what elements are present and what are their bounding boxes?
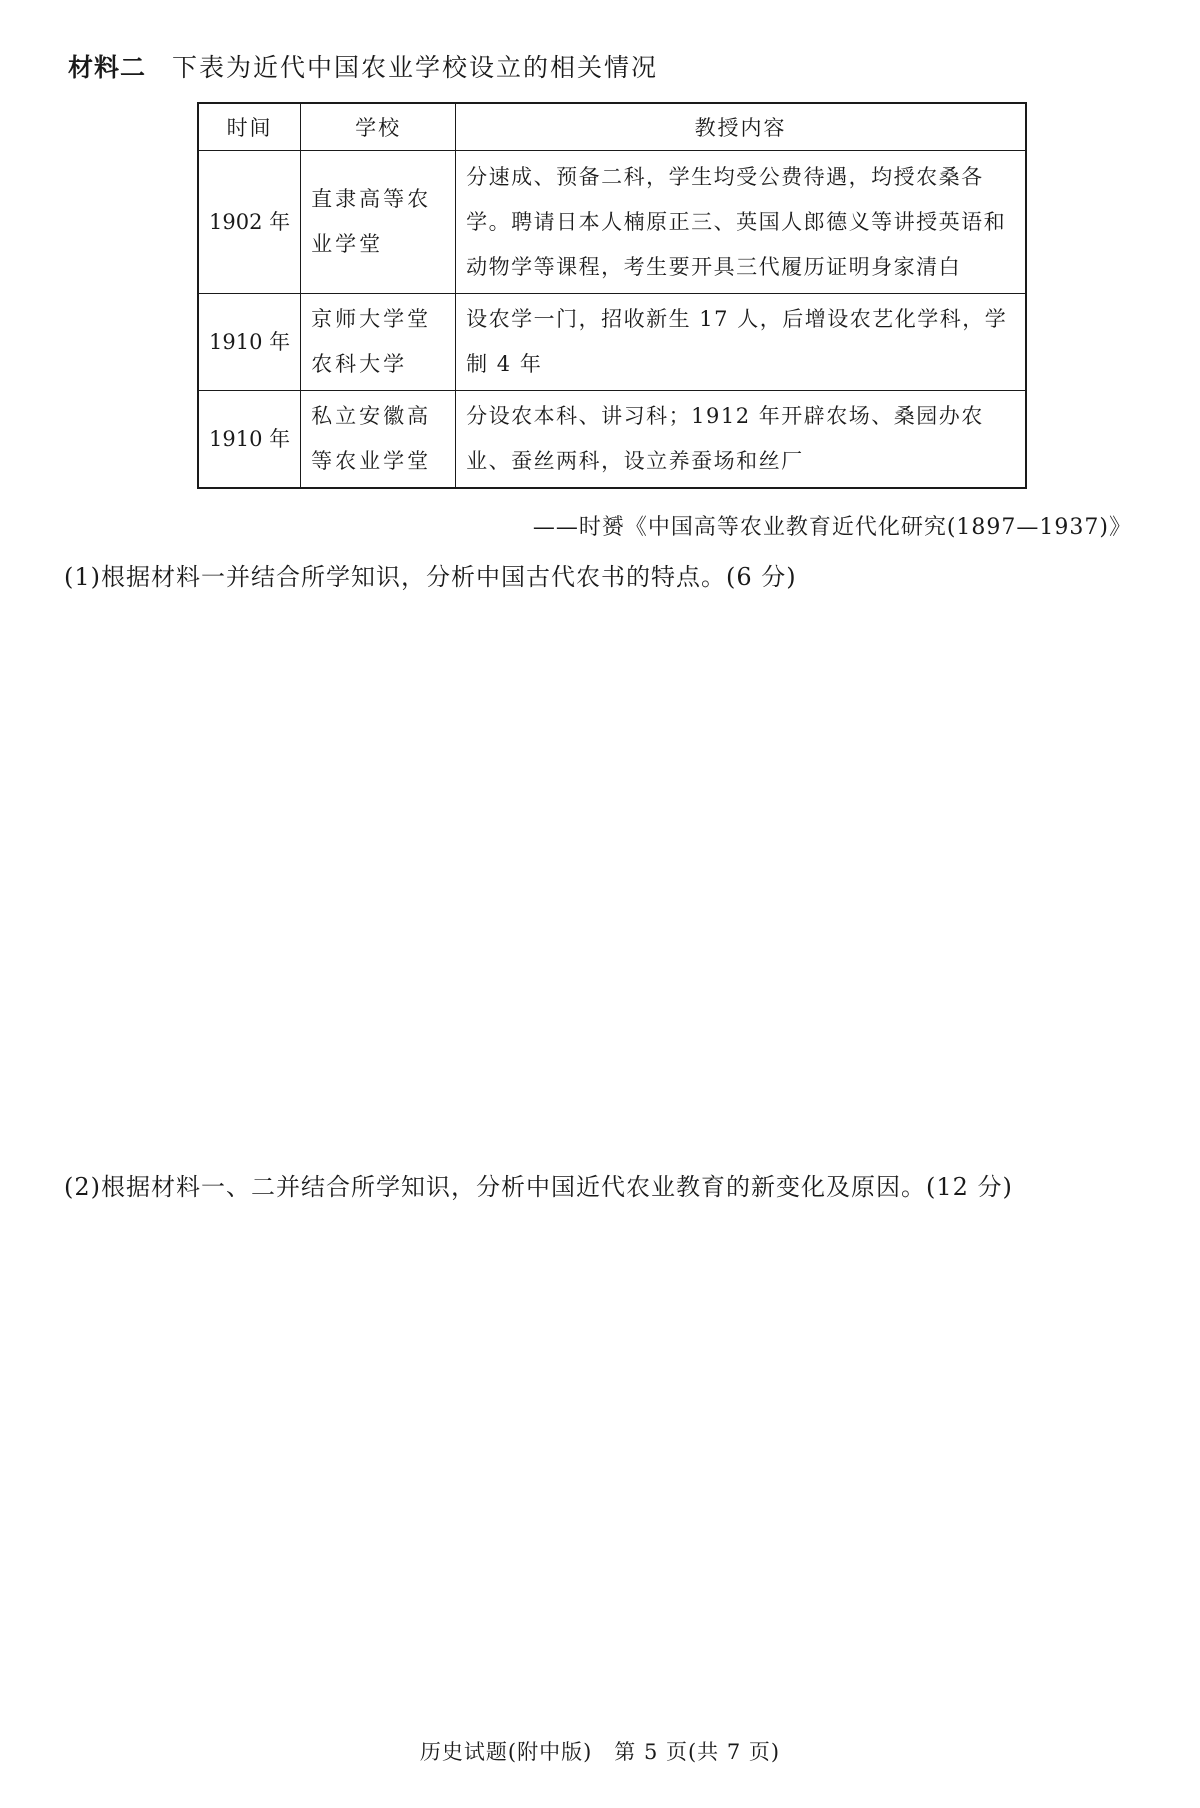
question-1: (1)根据材料一并结合所学知识，分析中国古代农书的特点。(6 分) [64, 563, 797, 591]
table-row [198, 294, 1026, 391]
cell-content: 设农学一门，招收新生 17 人，后增设农艺化学科，学制 4 年 [456, 294, 1026, 391]
cell-time: 1910 年 [198, 391, 301, 489]
material-label: 材料二 [68, 53, 147, 82]
school-table [197, 102, 1027, 489]
header-content: 教授内容 [456, 103, 1026, 151]
cell-school: 私立安徽高等农业学堂 [301, 391, 456, 489]
source-citation: ——时赟《中国高等农业教育近代化研究(1897—1937)》 [532, 515, 1132, 540]
table-header-row [198, 103, 1026, 151]
cell-school: 直隶高等农业学堂 [301, 151, 456, 294]
table-row [198, 391, 1026, 489]
header-time: 时间 [198, 103, 301, 151]
cell-content: 分设农本科、讲习科；1912 年开辟农场、桑园办农业、蚕丝两科，设立养蚕场和丝厂 [456, 391, 1026, 489]
material-heading [68, 48, 658, 88]
header-school: 学校 [301, 103, 456, 151]
cell-school: 京师大学堂农科大学 [301, 294, 456, 391]
page-footer: 历史试题(附中版) 第 5 页(共 7 页) [419, 1740, 781, 1764]
material-description: 下表为近代中国农业学校设立的相关情况 [172, 53, 659, 82]
table-row [198, 151, 1026, 294]
cell-time: 1902 年 [198, 151, 301, 294]
cell-content: 分速成、预备二科，学生均受公费待遇，均授农桑各学。聘请日本人楠原正三、英国人郎德义等讲授英语和动物学等课程，考生要开具三代履历证明身家清白 [456, 151, 1026, 294]
cell-time: 1910 年 [198, 294, 301, 391]
question-2: (2)根据材料一、二并结合所学知识，分析中国近代农业教育的新变化及原因。(12 分) [64, 1173, 1013, 1201]
